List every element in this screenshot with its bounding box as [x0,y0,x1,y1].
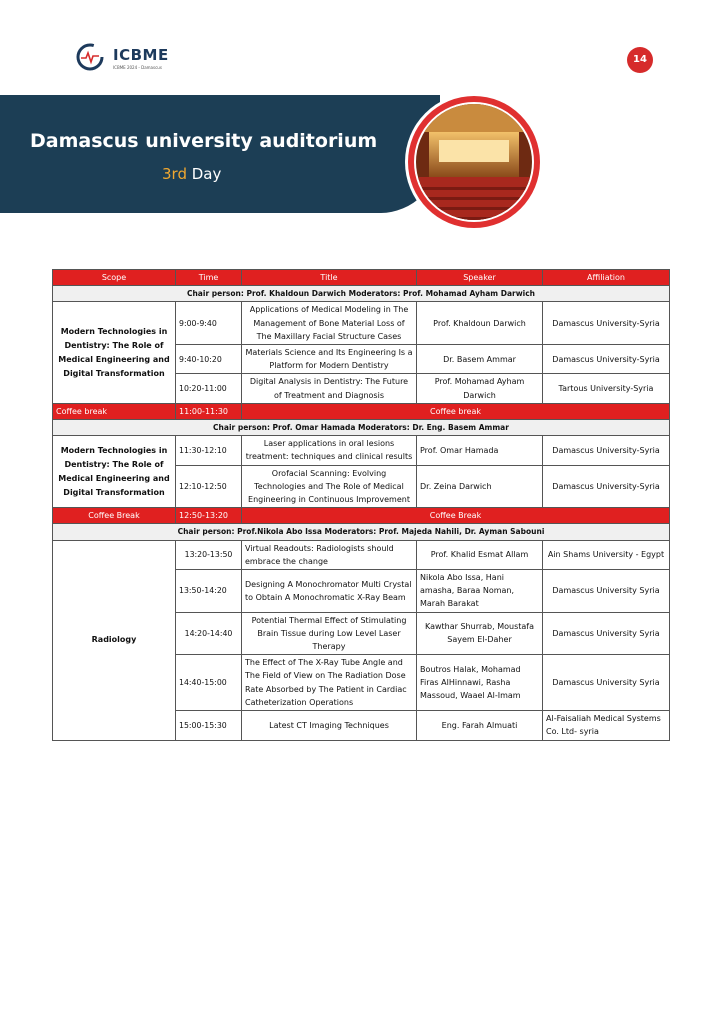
title-banner [0,95,440,213]
session1-scope: Modern Technologies in Dentistry: The Role of Medical Engineering and Digital Transformation [53,302,176,403]
row-speaker: Prof. Khalid Esmat Allam [417,540,543,569]
row-speaker: Kawthar Shurrab, Moustafa Sayem El-Daher [417,612,543,655]
row-speaker: Prof. Omar Hamada [417,436,543,465]
session2-scope: Modern Technologies in Dentistry: The Role of Medical Engineering and Digital Transformation [53,436,176,508]
row-title: Virtual Readouts: Radiologists should embrace the change [242,540,417,569]
table-header-row [53,270,670,286]
row-speaker: Boutros Halak, Mohamad Firas AlHinnawi, Rasha Massoud, Waael Al-Imam [417,655,543,711]
row-speaker: Eng. Farah Almuati [417,711,543,740]
logo-subtitle: ICBME 2024 - Damascus [113,65,162,70]
header-scope: Scope [53,270,176,286]
chair-row [53,524,670,540]
auditorium-photo [404,92,544,232]
row-time: 14:20-14:40 [176,612,242,655]
break-label-center: Coffee break [242,403,670,419]
row-speaker: Prof. Khaldoun Darwich [417,302,543,345]
row-title: Laser applications in oral lesions treatment: techniques and clinical results [242,436,417,465]
session3-chair: Chair person: Prof.Nikola Abo Issa Moderators: Prof. Majeda Nahili, Dr. Ayman Sabouni [53,524,670,540]
row-time: 9:40-10:20 [176,345,242,374]
coffee-break-row [53,508,670,524]
row-speaker: Dr. Zeina Darwich [417,465,543,508]
row-title: Potential Thermal Effect of Stimulating Brain Tissue during Low Level Laser Therapy [242,612,417,655]
header-speaker: Speaker [417,270,543,286]
header-time: Time [176,270,242,286]
row-title: Orofacial Scanning: Evolving Technologies and The Role of Medical Engineering in Continuous Improvement [242,465,417,508]
day-number: 3rd [162,165,187,183]
break-time: 12:50-13:20 [176,508,242,524]
icbme-logo [75,42,185,76]
session2-chair: Chair person: Prof. Omar Hamada Moderators: Dr. Eng. Basem Ammar [53,420,670,436]
table-row [53,436,670,465]
day-word: Day [191,165,222,183]
row-speaker: Nikola Abo Issa, Hani amasha, Baraa Noman, Marah Barakat [417,570,543,613]
table-row [53,540,670,569]
row-time: 9:00-9:40 [176,302,242,345]
row-affiliation: Damascus University-Syria [543,436,670,465]
row-affiliation: Tartous University-Syria [543,374,670,403]
row-title: Digital Analysis in Dentistry: The Future of Treatment and Diagnosis [242,374,417,403]
page-number-badge: 14 [627,47,653,73]
break-time: 11:00-11:30 [176,403,242,419]
row-affiliation: Damascus University Syria [543,570,670,613]
session3-scope: Radiology [53,540,176,740]
session1-chair: Chair person: Prof. Khaldoun Darwich Moderators: Prof. Mohamad Ayham Darwich [53,286,670,302]
coffee-break-row [53,403,670,419]
row-time: 10:20-11:00 [176,374,242,403]
row-time: 13:20-13:50 [176,540,242,569]
venue-title: Damascus university auditorium [30,130,378,152]
day-label [162,165,221,183]
header-affiliation: Affiliation [543,270,670,286]
row-title: The Effect of The X-Ray Tube Angle and The Field of View on The Radiation Dose Rate Absorbed by The Patient in Cardiac Catheterization Operations [242,655,417,711]
row-title: Designing A Monochromator Multi Crystal to Obtain A Monochromatic X-Ray Beam [242,570,417,613]
row-time: 12:10-12:50 [176,465,242,508]
table-row [53,302,670,345]
row-affiliation: Al-Faisaliah Medical Systems Co. Ltd- syria [543,711,670,740]
logo-name: ICBME [113,46,169,64]
break-label: Coffee break [53,403,176,419]
row-time: 13:50-14:20 [176,570,242,613]
break-label: Coffee Break [53,508,176,524]
row-title: Latest CT Imaging Techniques [242,711,417,740]
chair-row [53,286,670,302]
header-title: Title [242,270,417,286]
row-time: 11:30-12:10 [176,436,242,465]
row-affiliation: Damascus University-Syria [543,345,670,374]
row-time: 14:40-15:00 [176,655,242,711]
break-label-center: Coffee Break [242,508,670,524]
schedule-table [52,269,670,741]
row-time: 15:00-15:30 [176,711,242,740]
row-title: Applications of Medical Modeling in The Management of Bone Material Loss of The Maxillary Facial Structure Cases [242,302,417,345]
chair-row [53,420,670,436]
row-title: Materials Science and Its Engineering Is a Platform for Modern Dentistry [242,345,417,374]
row-affiliation: Damascus University-Syria [543,465,670,508]
row-affiliation: Ain Shams University - Egypt [543,540,670,569]
row-speaker: Dr. Basem Ammar [417,345,543,374]
row-speaker: Prof. Mohamad Ayham Darwich [417,374,543,403]
row-affiliation: Damascus University Syria [543,612,670,655]
row-affiliation: Damascus University Syria [543,655,670,711]
logo-ring-icon [75,42,105,72]
row-affiliation: Damascus University-Syria [543,302,670,345]
